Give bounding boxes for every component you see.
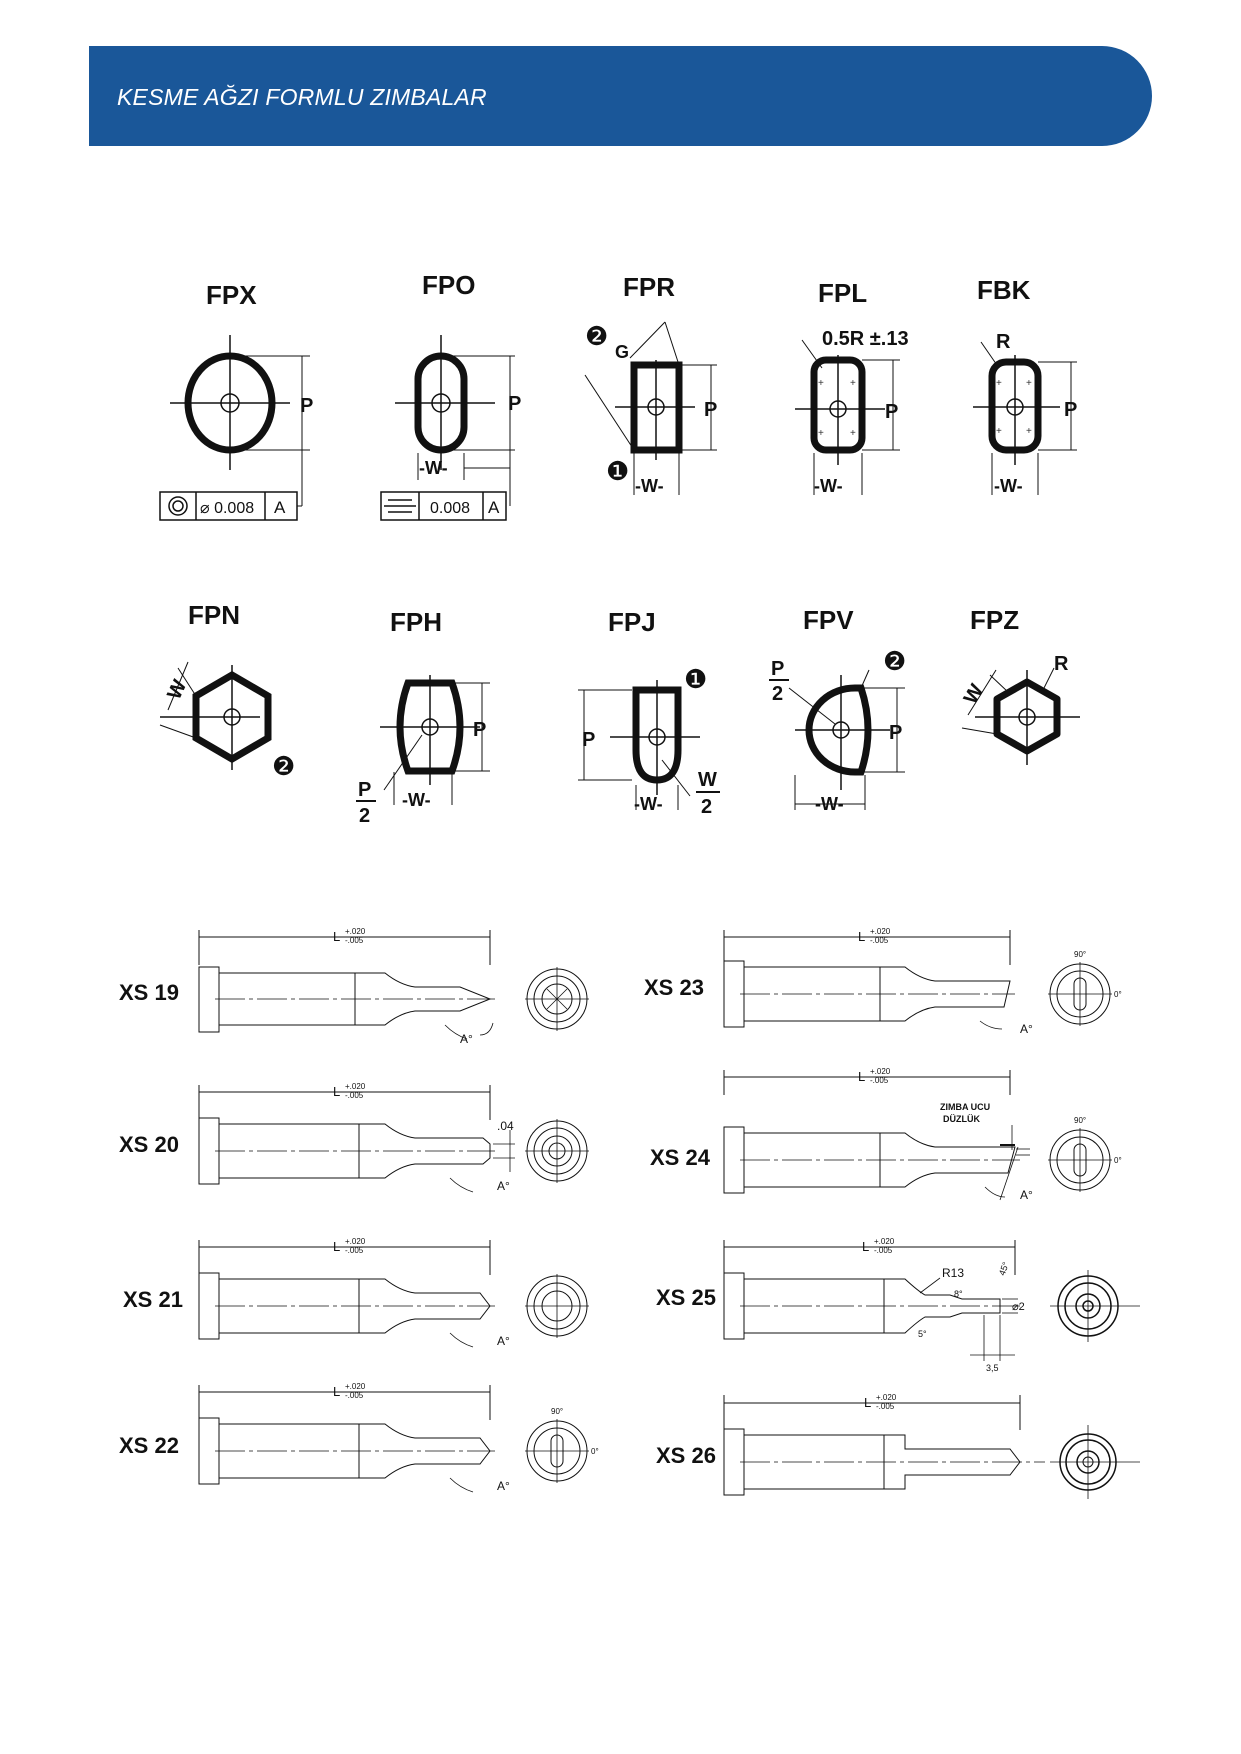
dim-w: W (959, 680, 989, 709)
end-view (525, 1274, 589, 1338)
punch-xs22 (115, 1380, 605, 1520)
svg-text:+.020: +.020 (345, 927, 366, 936)
svg-text:+: + (996, 426, 1002, 437)
half-w-den: 2 (701, 796, 713, 818)
angle-label: A° (460, 1032, 473, 1046)
svg-text:L: L (858, 1069, 866, 1084)
svg-text:0°: 0° (591, 1447, 599, 1456)
svg-text:A°: A° (1020, 1188, 1033, 1202)
svg-text:-.005: -.005 (345, 1091, 364, 1100)
punch-code: XS 26 (656, 1443, 716, 1468)
dim-p: P (473, 719, 487, 741)
punch-code: XS 24 (650, 1145, 710, 1170)
half-w-num: W (698, 769, 717, 791)
svg-text:+.020: +.020 (876, 1393, 897, 1402)
shape-code: FPN (188, 600, 240, 630)
punch-xs23 (640, 925, 1140, 1065)
svg-text:-.005: -.005 (870, 1076, 889, 1085)
datum: A (274, 498, 286, 517)
end-view (525, 967, 589, 1031)
svg-text:+.020: +.020 (870, 927, 891, 936)
half-p-den: 2 (359, 805, 371, 827)
shape-fph (350, 600, 510, 830)
shape-fpl (790, 270, 940, 510)
tol-value: 0.008 (430, 500, 471, 517)
svg-text:-.005: -.005 (345, 936, 364, 945)
svg-text:-.005: -.005 (870, 936, 889, 945)
end-view (1048, 1116, 1122, 1192)
shape-code: FPX (206, 280, 257, 310)
radius-note: 0.5R ±.13 (822, 328, 909, 350)
length-label: L (333, 929, 341, 944)
svg-text:A°: A° (497, 1479, 510, 1493)
end-view (525, 1119, 589, 1183)
shape-fbk (965, 270, 1115, 510)
xs21-drawing (115, 1235, 605, 1375)
shape-code: FPJ (608, 607, 656, 637)
svg-text:L: L (333, 1084, 341, 1099)
tol-value: ⌀ 0.008 (200, 500, 255, 517)
dim-w: -W- (402, 790, 431, 810)
svg-text:-.005: -.005 (345, 1246, 364, 1255)
svg-text:+.020: +.020 (345, 1382, 366, 1391)
fpl-drawing (790, 270, 940, 510)
shape-fpn (150, 600, 310, 800)
end-view (525, 1407, 599, 1483)
fpz-drawing (950, 600, 1100, 800)
dia-label: ⌀2 (1012, 1301, 1025, 1313)
dim-p: P (582, 729, 596, 751)
shape-code: FPO (422, 270, 476, 300)
svg-text:L: L (864, 1395, 872, 1410)
punch-code: XS 25 (656, 1285, 716, 1310)
svg-text:L: L (862, 1239, 870, 1254)
svg-text:+: + (850, 428, 856, 439)
page-title: KESME AĞZI FORMLU ZIMBALAR (117, 84, 487, 110)
shape-code: FPH (390, 607, 442, 637)
tip-length: 3,5 (986, 1363, 999, 1373)
shape-code: FPR (623, 272, 675, 302)
svg-text:90°: 90° (551, 1407, 564, 1416)
svg-text:+: + (818, 378, 824, 389)
xs20-drawing (115, 1080, 605, 1220)
fpv-drawing (765, 600, 935, 830)
shape-code: FPV (803, 605, 854, 635)
dim-p: P (1064, 399, 1078, 421)
half-p-num: P (358, 779, 372, 801)
shape-fpx (150, 270, 320, 540)
xs25-drawing (640, 1235, 1150, 1385)
punch-code: XS 20 (119, 1132, 179, 1157)
half-p-den: 2 (772, 683, 784, 705)
svg-text:0°: 0° (1114, 990, 1122, 999)
svg-text:-.005: -.005 (876, 1402, 895, 1411)
svg-text:90°: 90° (1074, 1116, 1087, 1125)
punch-code: XS 22 (119, 1433, 179, 1458)
note-line1: ZIMBA UCU (940, 1102, 991, 1112)
shape-fpj (570, 600, 740, 830)
punch-xs20 (115, 1080, 605, 1220)
dim-w: -W- (419, 458, 448, 478)
shape-fpo (375, 270, 545, 540)
svg-text:-.005: -.005 (874, 1246, 893, 1255)
fpo-drawing (375, 270, 545, 540)
fpn-drawing (150, 600, 310, 800)
dim-w: -W- (814, 476, 843, 496)
svg-text:+.020: +.020 (874, 1237, 895, 1246)
svg-text:45°: 45° (996, 1260, 1011, 1277)
xs26-drawing (640, 1385, 1150, 1525)
shape-fpr (575, 270, 735, 510)
xs24-drawing (640, 1065, 1140, 1225)
dim-g: G (615, 342, 630, 362)
svg-text:A°: A° (497, 1179, 510, 1193)
svg-text:L: L (333, 1239, 341, 1254)
end-view (1050, 1425, 1140, 1499)
radius-note: R (996, 331, 1011, 353)
dim-w: -W- (634, 794, 663, 814)
punch-code: XS 23 (644, 975, 704, 1000)
callout-2: ❷ (585, 321, 609, 351)
flat-label: .04 (497, 1119, 514, 1133)
svg-text:+: + (1026, 426, 1032, 437)
svg-text:+: + (850, 378, 856, 389)
dim-w: -W- (994, 476, 1023, 496)
callout-1: ❶ (606, 456, 630, 486)
svg-text:+: + (996, 378, 1002, 389)
dim-p: P (889, 722, 903, 744)
svg-text:+.020: +.020 (345, 1082, 366, 1091)
fpx-drawing (150, 270, 320, 540)
svg-text:-.005: -.005 (345, 1391, 364, 1400)
svg-text:8°: 8° (954, 1289, 963, 1299)
datum: A (488, 498, 500, 517)
dim-w: -W- (635, 476, 664, 496)
svg-text:+.020: +.020 (870, 1067, 891, 1076)
fbk-drawing (965, 270, 1115, 510)
shape-code: FPZ (970, 605, 1020, 635)
half-p-num: P (771, 658, 785, 680)
punch-code: XS 19 (119, 980, 179, 1005)
svg-text:A°: A° (1020, 1022, 1033, 1036)
radius-note: R (1054, 653, 1069, 675)
dim-p: P (300, 395, 314, 417)
punch-xs19 (115, 925, 605, 1065)
callout-2: ❷ (883, 646, 907, 676)
callout-2: ❷ (272, 751, 296, 781)
svg-text:+.020: +.020 (345, 1237, 366, 1246)
punch-code: XS 21 (123, 1287, 183, 1312)
svg-text:L: L (333, 1384, 341, 1399)
callout-1: ❶ (684, 664, 708, 694)
end-view (1050, 1270, 1140, 1342)
svg-text:90°: 90° (1074, 950, 1087, 959)
dim-p: P (885, 401, 899, 423)
dim-p: P (704, 399, 718, 421)
punch-xs24 (640, 1065, 1140, 1225)
shape-fpz (950, 600, 1100, 800)
punch-xs26 (640, 1385, 1150, 1525)
shape-code: FBK (977, 275, 1031, 305)
xs22-drawing (115, 1380, 605, 1520)
svg-text:A°: A° (497, 1334, 510, 1348)
note-line2: DÜZLÜK (943, 1114, 980, 1124)
fpr-drawing (575, 270, 735, 510)
dim-w: W (163, 676, 192, 703)
xs19-drawing (115, 925, 605, 1065)
punch-xs21 (115, 1235, 605, 1375)
header-banner (89, 46, 1152, 146)
svg-text:0°: 0° (1114, 1156, 1122, 1165)
dim-w: -W- (815, 794, 844, 814)
end-view (1048, 950, 1122, 1026)
shape-code: FPL (818, 278, 868, 308)
dim-p: P (508, 393, 522, 415)
svg-text:L: L (858, 929, 866, 944)
shape-fpv (765, 600, 935, 830)
radius-label: R13 (942, 1266, 965, 1280)
svg-text:+: + (1026, 378, 1032, 389)
fpj-drawing (570, 600, 740, 830)
svg-text:5°: 5° (918, 1329, 927, 1339)
xs23-drawing (640, 925, 1140, 1065)
punch-xs25 (640, 1235, 1150, 1385)
svg-text:+: + (818, 428, 824, 439)
fph-drawing (350, 600, 510, 830)
